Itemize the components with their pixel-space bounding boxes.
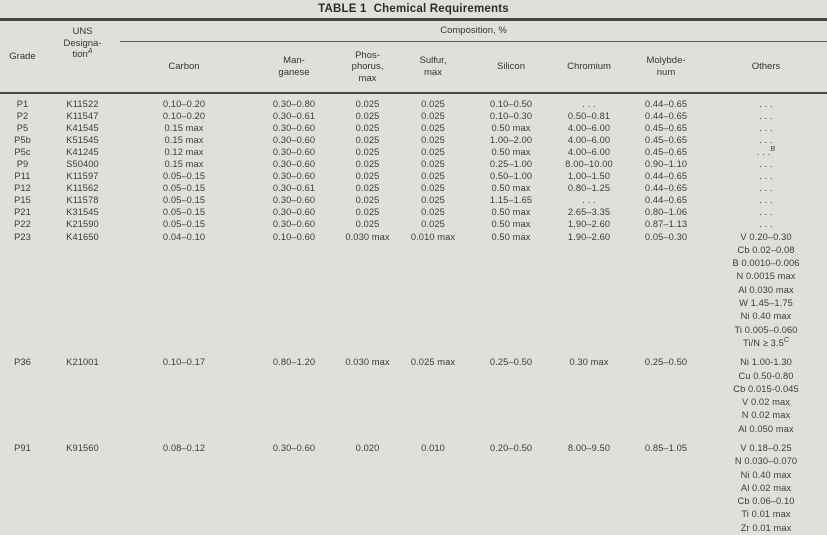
- cell-molybdenum: 0.05–0.30: [644, 231, 688, 242]
- cell-sulfur: 0.010: [421, 442, 445, 453]
- cell-carbon: 0.05–0.15: [162, 195, 206, 206]
- cell-molybdenum: 0.44–0.65: [644, 98, 688, 109]
- table-row-p22: [0, 218, 827, 230]
- others-line: . . .: [759, 158, 773, 169]
- others-line: Ni 0.40 max: [740, 469, 792, 480]
- others-line: Cb 0.015-0.045: [733, 383, 799, 394]
- cell-grade: P5: [16, 122, 29, 133]
- others-line: . . .: [759, 122, 773, 133]
- table-title: [0, 0, 827, 18]
- cell-sulfur: 0.010 max: [410, 231, 456, 242]
- cell-chromium: 4.00–6.00: [567, 122, 611, 133]
- col-header-uns-designation: [45, 20, 120, 93]
- cell-phosphorus: 0.025: [355, 207, 380, 218]
- cell-others: [705, 182, 827, 194]
- header-line: Sulfur,: [419, 55, 447, 67]
- table-number: TABLE 1: [318, 3, 367, 15]
- cell-others: [705, 146, 827, 158]
- header-line: phorus,: [351, 61, 384, 72]
- header-line: max: [424, 66, 442, 78]
- cell-uns: K11578: [66, 195, 99, 206]
- others-line: . . .: [759, 98, 773, 109]
- footnote-marker: B: [770, 145, 776, 153]
- cell-uns: K51545: [66, 134, 99, 145]
- chemical-requirements-table: [0, 18, 827, 535]
- others-line: Ti 0.01 max: [741, 509, 791, 520]
- cell-molybdenum: 0.45–0.65: [644, 134, 688, 145]
- cell-phosphorus: 0.025: [355, 146, 380, 157]
- cell-molybdenum: 0.44–0.65: [644, 110, 688, 121]
- cell-grade: P1: [16, 98, 29, 109]
- others-line: W 1.45–1.75: [739, 298, 793, 309]
- cell-sulfur: 0.025: [421, 98, 445, 109]
- others-line: Cu 0.50-0.80: [738, 370, 794, 381]
- cell-phosphorus: 0.025: [355, 219, 380, 230]
- cell-manganese: 0.30–0.60: [272, 219, 316, 230]
- cell-sulfur: 0.025: [421, 146, 445, 157]
- header-line: num: [656, 66, 676, 78]
- cell-uns: K21590: [66, 219, 99, 230]
- cell-chromium: 8.00–9.50: [567, 442, 611, 453]
- header-line: tion$^A$: [72, 47, 93, 60]
- header-line: UNS: [72, 26, 93, 37]
- others-line: V 0.02 max: [742, 397, 791, 408]
- cell-silicon: 0.50–1.00: [489, 171, 533, 182]
- cell-silicon: 0.50 max: [491, 183, 531, 194]
- others-line: Al 0.050 max: [738, 423, 794, 434]
- cell-phosphorus: 0.025: [355, 122, 380, 133]
- others-line: Zr 0.01 max: [740, 522, 792, 533]
- cell-manganese: 0.30–0.61: [272, 183, 316, 194]
- col-header-sulfur: [395, 42, 471, 93]
- others-line: . . .: [759, 195, 773, 206]
- cell-molybdenum: 0.25–0.50: [644, 357, 688, 368]
- cell-manganese: 0.30–0.60: [272, 122, 316, 133]
- cell-silicon: 0.50 max: [491, 219, 531, 230]
- table-row-p12: [0, 182, 827, 194]
- cell-sulfur: 0.025: [421, 171, 445, 182]
- cell-manganese: 0.30–0.60: [272, 442, 316, 453]
- table-row-p1: [0, 93, 827, 110]
- col-header-molybdenum: [627, 42, 705, 93]
- cell-sulfur: 0.025 max: [410, 357, 456, 368]
- cell-manganese: 0.30–0.60: [272, 195, 316, 206]
- col-header-others: [705, 42, 827, 93]
- cell-chromium: 1.90–2.60: [567, 219, 611, 230]
- cell-silicon: 1.15–1.65: [489, 195, 533, 206]
- cell-carbon: 0.05–0.15: [162, 171, 206, 182]
- cell-carbon: 0.10–0.17: [162, 357, 206, 368]
- cell-silicon: 0.50 max: [491, 231, 531, 242]
- cell-others: [705, 218, 827, 230]
- cell-grade: P15: [14, 195, 31, 206]
- cell-phosphorus: 0.025: [355, 171, 380, 182]
- cell-others: [705, 158, 827, 170]
- cell-uns: K91560: [66, 442, 99, 453]
- table-row-p11: [0, 170, 827, 182]
- cell-carbon: 0.08–0.12: [162, 442, 206, 453]
- cell-grade: P5c: [14, 146, 31, 157]
- others-line: Ti 0.005–0.060: [734, 324, 798, 335]
- others-line: . . .: [759, 219, 773, 230]
- header-line: max: [358, 72, 377, 84]
- others-line: Cb 0.02–0.08: [737, 244, 795, 255]
- col-header-carbon: [120, 42, 248, 93]
- cell-carbon: 0.05–0.15: [162, 207, 206, 218]
- cell-silicon: 0.50 max: [491, 122, 531, 133]
- others-line: Al 0.02 max: [740, 482, 792, 493]
- cell-chromium: 8.00–10.00: [565, 158, 613, 169]
- table-row-p5b: [0, 134, 827, 146]
- cell-molybdenum: 0.85–1.05: [644, 442, 688, 453]
- cell-grade: P23: [14, 231, 31, 242]
- cell-uns: K41545: [66, 122, 99, 133]
- cell-sulfur: 0.025: [421, 219, 445, 230]
- table-row-p5c: [0, 146, 827, 158]
- cell-others: [705, 170, 827, 182]
- cell-others: [705, 134, 827, 146]
- cell-molybdenum: 0.44–0.65: [644, 183, 688, 194]
- cell-molybdenum: 0.87–1.13: [644, 219, 688, 230]
- col-header-phosphorus: [340, 42, 395, 93]
- table-row-p36: [0, 350, 827, 436]
- cell-sulfur: 0.025: [421, 122, 445, 133]
- others-line: . . .: [759, 171, 773, 182]
- header-line: Man-: [283, 55, 305, 67]
- cell-others: [705, 350, 827, 436]
- table-body: [0, 93, 827, 535]
- cell-manganese: 0.80–1.20: [272, 357, 316, 368]
- table-row-p5: [0, 122, 827, 134]
- cell-grade: P36: [14, 357, 31, 368]
- cell-grade: P21: [14, 207, 31, 218]
- cell-carbon: 0.15 max: [164, 122, 204, 133]
- cell-grade: P2: [16, 110, 29, 121]
- cell-uns: K21001: [66, 357, 99, 368]
- cell-silicon: 0.25–1.00: [489, 158, 533, 169]
- cell-others: [705, 122, 827, 134]
- cell-phosphorus: 0.030 max: [345, 231, 390, 242]
- cell-manganese: 0.10–0.60: [272, 231, 316, 242]
- cell-uns: S50400: [66, 158, 99, 169]
- cell-sulfur: 0.025: [421, 183, 445, 194]
- cell-uns: K31545: [66, 207, 99, 218]
- cell-carbon: 0.12 max: [164, 146, 204, 157]
- cell-chromium: 4.00–6.00: [567, 134, 611, 145]
- cell-molybdenum: 0.44–0.65: [644, 171, 688, 182]
- cell-uns: K11597: [66, 171, 99, 182]
- table-row-p15: [0, 194, 827, 206]
- cell-others: [705, 206, 827, 218]
- others-line: $Ti/N \ge 3.5^C$: [742, 336, 790, 348]
- others-line: Al 0.030 max: [738, 284, 794, 295]
- cell-phosphorus: 0.025: [355, 98, 380, 109]
- cell-sulfur: 0.025: [421, 207, 445, 218]
- cell-uns: K11547: [66, 110, 99, 121]
- others-line: . . .: [759, 134, 773, 145]
- cell-others: [705, 436, 827, 535]
- cell-phosphorus: 0.025: [355, 110, 380, 121]
- others-line: . . .: [759, 110, 773, 121]
- cell-phosphorus: 0.025: [355, 183, 380, 194]
- cell-chromium: 4.00–6.00: [567, 146, 611, 157]
- cell-others: [705, 93, 827, 110]
- header-line: Chromium: [567, 61, 611, 72]
- others-line: V 0.20–0.30: [740, 231, 792, 242]
- cell-carbon: 0.15 max: [164, 158, 204, 169]
- others-line: . . .: [759, 207, 773, 218]
- cell-carbon: 0.15 max: [164, 134, 204, 145]
- cell-uns: K11522: [66, 98, 99, 109]
- cell-chromium: 0.50–0.81: [567, 110, 611, 121]
- others-line: V 0.18–0.25: [740, 442, 792, 453]
- others-line: . . .: [759, 183, 773, 194]
- cell-carbon: 0.10–0.20: [162, 98, 206, 109]
- cell-molybdenum: 0.44–0.65: [644, 195, 688, 206]
- cell-sulfur: 0.025: [421, 134, 445, 145]
- cell-sulfur: 0.025: [421, 195, 445, 206]
- cell-phosphorus: 0.025: [355, 134, 380, 145]
- cell-manganese: 0.30–0.60: [272, 134, 316, 145]
- cell-silicon: 0.50 max: [491, 146, 531, 157]
- header-line: Designa-: [63, 37, 102, 49]
- header-line: Silicon: [497, 61, 525, 72]
- cell-phosphorus: 0.025: [355, 195, 380, 206]
- cell-phosphorus: 0.025: [355, 158, 380, 169]
- cell-silicon: 1.00–2.00: [489, 134, 533, 145]
- cell-others: [705, 110, 827, 122]
- table-row-p9: [0, 158, 827, 170]
- cell-manganese: 0.30–0.60: [272, 171, 316, 182]
- cell-chromium: . . .: [582, 195, 596, 206]
- cell-sulfur: 0.025: [421, 110, 445, 121]
- cell-molybdenum: 0.80–1.06: [644, 207, 688, 218]
- cell-grade: P91: [14, 442, 31, 453]
- others-line: . . .$^B$: [756, 145, 776, 157]
- others-line: Ni 1.00-1.30: [740, 357, 792, 368]
- others-line: Cb 0.06–0.10: [737, 496, 795, 507]
- cell-phosphorus: 0.020: [355, 442, 380, 453]
- cell-chromium: 1.00–1.50: [567, 171, 611, 182]
- cell-chromium: 1.90–2.60: [567, 231, 611, 242]
- header-row-top: [0, 20, 827, 42]
- table-name: Chemical Requirements: [373, 3, 509, 15]
- cell-silicon: 0.50 max: [491, 207, 531, 218]
- header-line: Molybde-: [646, 55, 686, 67]
- cell-silicon: 0.10–0.30: [489, 110, 533, 121]
- cell-manganese: 0.30–0.60: [272, 146, 316, 157]
- others-line: N 0.0015 max: [736, 271, 796, 282]
- cell-phosphorus: 0.030 max: [345, 357, 390, 368]
- cell-silicon: 0.25–0.50: [489, 357, 533, 368]
- cell-chromium: . . .: [582, 98, 596, 109]
- header-line: Phos-: [355, 49, 380, 61]
- cell-molybdenum: 0.90–1.10: [644, 158, 688, 169]
- cell-chromium: 0.80–1.25: [567, 183, 611, 194]
- cell-grade: P12: [14, 183, 31, 194]
- cell-grade: P22: [14, 219, 31, 230]
- cell-grade: P5b: [14, 134, 31, 145]
- cell-uns: K41245: [66, 146, 99, 157]
- cell-carbon: 0.05–0.15: [162, 183, 206, 194]
- cell-uns: K41650: [66, 231, 99, 242]
- cell-chromium: 2.65–3.35: [567, 207, 611, 218]
- header-line: Others: [751, 61, 781, 72]
- composition-columns-row: [0, 42, 827, 93]
- cell-manganese: 0.30–0.61: [272, 110, 316, 121]
- col-header-manganese: [248, 42, 340, 93]
- cell-uns: K11562: [66, 183, 99, 194]
- cell-sulfur: 0.025: [421, 158, 445, 169]
- cell-manganese: 0.30–0.60: [272, 158, 316, 169]
- col-header-silicon: [471, 42, 551, 93]
- cell-silicon: 0.10–0.50: [489, 98, 533, 109]
- col-header-grade: Grade: [0, 20, 45, 93]
- col-header-chromium: [551, 42, 627, 93]
- others-line: N 0.030–0.070: [734, 456, 798, 467]
- cell-grade: P9: [16, 158, 29, 169]
- cell-chromium: 0.30 max: [569, 357, 609, 368]
- header-line: ganese: [278, 66, 310, 78]
- others-line: N 0.02 max: [741, 410, 791, 421]
- cell-silicon: 0.20–0.50: [489, 442, 533, 453]
- others-line: Ni 0.40 max: [740, 311, 792, 322]
- cell-grade: P11: [14, 171, 31, 182]
- table-row-p91: [0, 436, 827, 535]
- cell-molybdenum: 0.45–0.65: [644, 146, 688, 157]
- header-line: Carbon: [168, 61, 200, 72]
- cell-molybdenum: 0.45–0.65: [644, 122, 688, 133]
- others-line: B 0.0010–0.006: [732, 258, 800, 269]
- cell-others: [705, 194, 827, 206]
- cell-carbon: 0.04–0.10: [162, 231, 206, 242]
- table-header: [0, 20, 827, 93]
- cell-manganese: 0.30–0.60: [272, 207, 316, 218]
- table-row-p2: [0, 110, 827, 122]
- cell-carbon: 0.10–0.20: [162, 110, 206, 121]
- table-row-p23: [0, 231, 827, 351]
- table-row-p21: [0, 206, 827, 218]
- footnote-marker: C: [783, 336, 790, 344]
- cell-others: [705, 231, 827, 351]
- composition-group-header: Composition, %: [120, 20, 827, 42]
- footnote-marker: A: [87, 47, 93, 55]
- cell-manganese: 0.30–0.80: [272, 98, 316, 109]
- cell-carbon: 0.05–0.15: [162, 219, 206, 230]
